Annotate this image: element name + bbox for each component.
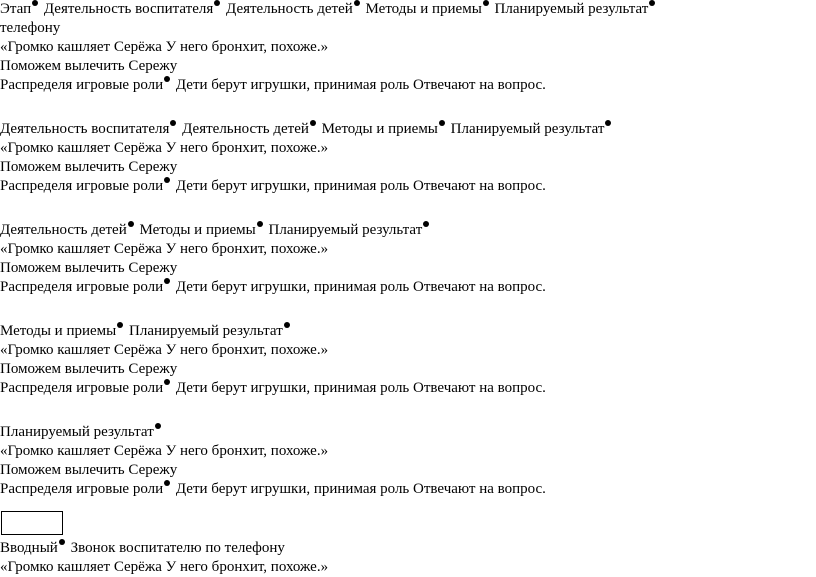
children-text: Дети берут игрушки, принимая роль Отвечают на вопрос.	[175, 178, 546, 194]
block-4	[0, 322, 816, 398]
roles-text: Распределя игровые роли	[0, 178, 164, 194]
block-3	[0, 221, 816, 297]
block-5	[0, 423, 816, 499]
bullet-icon	[155, 423, 161, 429]
header-cell: Планируемый результат	[129, 323, 283, 339]
roles-text: Распределя игровые роли	[0, 481, 164, 497]
bullet-icon	[354, 0, 360, 6]
header-cell: Этап	[0, 1, 32, 17]
bullet-icon	[32, 0, 38, 6]
header-cell: Методы и приемы	[365, 1, 482, 17]
header-cell: Деятельность детей	[182, 121, 309, 137]
bullet-icon	[605, 120, 611, 126]
help-line: Поможем вылечить Сережу	[0, 58, 178, 74]
header-cell: Деятельность детей	[226, 1, 353, 17]
roles-line	[0, 278, 816, 297]
bullet-icon	[164, 278, 170, 284]
header-cell: Методы и приемы	[321, 121, 438, 137]
children-text: Дети берут игрушки, принимая роль Отвечают на вопрос.	[175, 279, 546, 295]
stage-text: Вводный	[0, 540, 58, 556]
children-text: Дети берут игрушки, принимая роль Отвечают на вопрос.	[175, 77, 546, 93]
header-cell: Деятельность детей	[0, 222, 127, 238]
bullet-icon	[423, 221, 429, 227]
help-line: Поможем вылечить Сережу	[0, 361, 178, 377]
bullet-icon	[483, 0, 489, 6]
help-line: Поможем вылечить Сережу	[0, 260, 178, 276]
quote-line: «Громко кашляет Серёжа У него бронхит, похоже.»	[0, 342, 329, 358]
roles-line	[0, 177, 816, 196]
header-cell: Планируемый результат	[268, 222, 423, 238]
help-line: Поможем вылечить Сережу	[0, 462, 178, 478]
bullet-icon	[439, 120, 445, 126]
bullet-icon	[164, 480, 170, 486]
header-cell: Планируемый результат	[0, 424, 154, 440]
bullet-icon	[128, 221, 134, 227]
bullet-icon	[284, 322, 290, 328]
text-line: телефону	[0, 20, 61, 36]
call-text: Звонок воспитателю по телефону	[70, 540, 285, 556]
header-line	[0, 0, 816, 19]
bullet-icon	[164, 177, 170, 183]
header-line	[0, 423, 816, 442]
roles-text: Распределя игровые роли	[0, 380, 164, 396]
block-6	[0, 539, 816, 577]
quote-line: «Громко кашляет Серёжа У него бронхит, похоже.»	[0, 241, 329, 257]
children-text: Дети берут игрушки, принимая роль Отвечают на вопрос.	[175, 481, 546, 497]
header-cell: Планируемый результат	[450, 121, 605, 137]
empty-cell-box	[1, 511, 63, 535]
header-cell: Планируемый результат	[494, 1, 649, 17]
quote-line: «Громко кашляет Серёжа У него бронхит, похоже.»	[0, 39, 329, 55]
roles-line	[0, 76, 816, 95]
bullet-icon	[117, 322, 123, 328]
bullet-icon	[257, 221, 263, 227]
header-cell: Деятельность воспитателя	[43, 1, 214, 17]
header-cell: Методы и приемы	[0, 323, 117, 339]
block-1	[0, 0, 816, 95]
bullet-icon	[59, 539, 65, 545]
header-cell: Деятельность воспитателя	[0, 121, 170, 137]
bullet-icon	[164, 379, 170, 385]
bullet-icon	[214, 0, 220, 6]
quote-line: «Громко кашляет Серёжа У него бронхит, похоже.»	[0, 140, 329, 156]
bullet-icon	[164, 76, 170, 82]
roles-line	[0, 480, 816, 499]
quote-line: «Громко кашляет Серёжа У него бронхит, похоже.»	[0, 559, 329, 575]
help-line: Поможем вылечить Сережу	[0, 159, 178, 175]
bullet-icon	[170, 120, 176, 126]
bullet-icon	[310, 120, 316, 126]
header-line	[0, 221, 816, 240]
header-line	[0, 120, 816, 139]
block-2	[0, 120, 816, 196]
roles-text: Распределя игровые роли	[0, 279, 164, 295]
roles-line	[0, 379, 816, 398]
bullet-icon	[649, 0, 655, 6]
quote-line: «Громко кашляет Серёжа У него бронхит, похоже.»	[0, 443, 329, 459]
header-line	[0, 322, 816, 341]
children-text: Дети берут игрушки, принимая роль Отвечают на вопрос.	[175, 380, 546, 396]
header-cell: Методы и приемы	[139, 222, 256, 238]
roles-text: Распределя игровые роли	[0, 77, 164, 93]
stage-line	[0, 539, 816, 558]
